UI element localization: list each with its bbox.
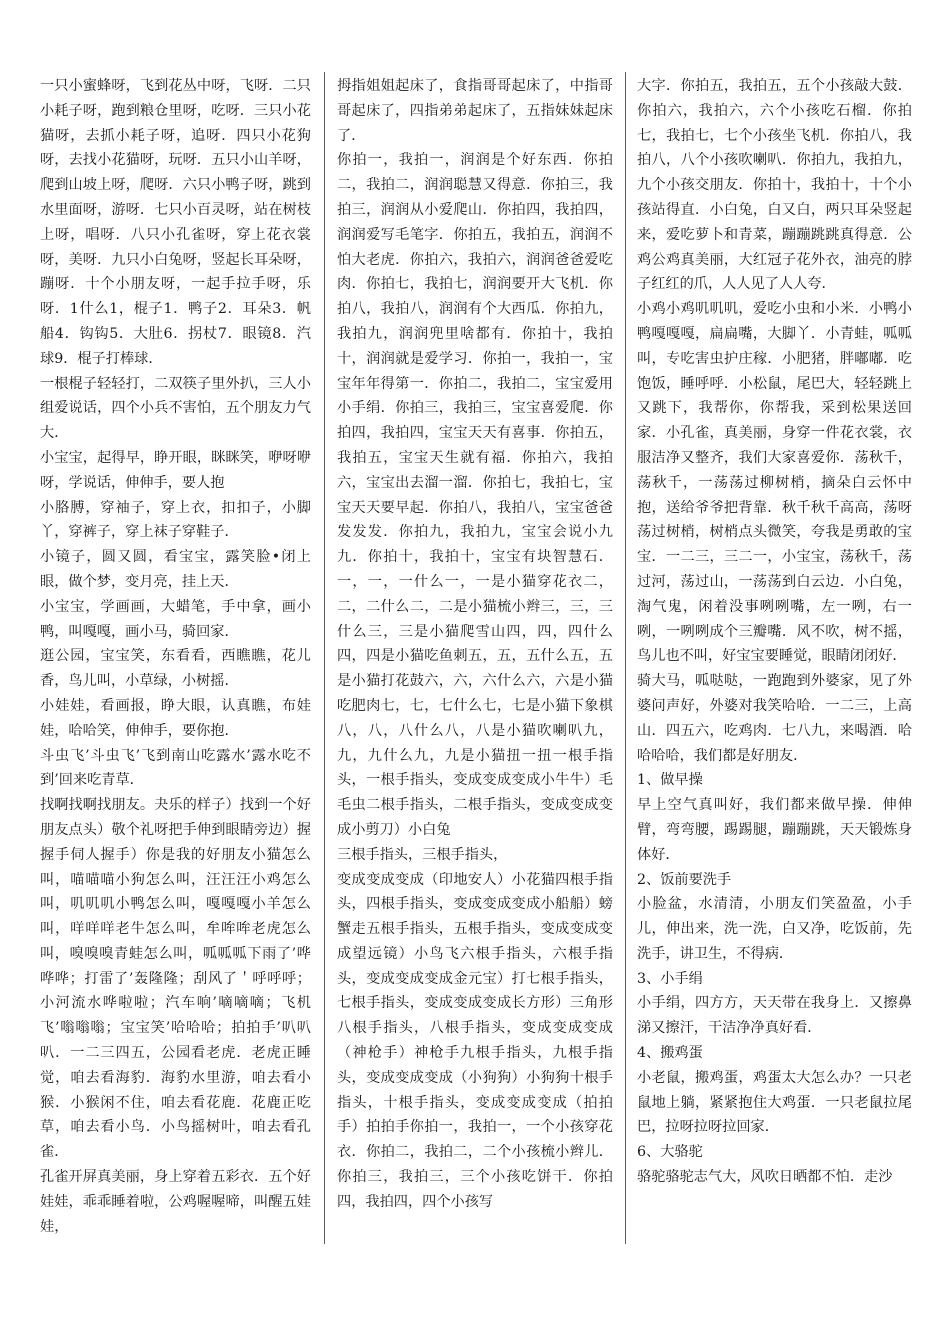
paragraph: 拇指姐姐起床了，食指哥哥起床了，中指哥哥起床了，四指弟弟起床了，五指妹妹起床了． [337, 78, 613, 144]
paragraph: 骆驼骆驼志气大，风吹日晒都不怕．走沙 [637, 1169, 893, 1186]
paragraph: 三根手指头，三根手指头， [337, 846, 508, 863]
section-heading: 6、大骆驼 [637, 1144, 703, 1161]
paragraph: 斗虫飞’斗虫飞’飞到南山吃露水’露水吃不到’回来吃青草． [40, 747, 311, 789]
section-heading: 2、饭前要洗手 [637, 871, 732, 888]
paragraph: 小鸡小鸡叽叽叽，爱吃小虫和小米．小鸭小鸭嘎嘎嘎，扁扁嘴，大脚丫．小青蛙，呱呱叫，专吃害虫护庄稼．小肥猪，胖嘟嘟．吃饱饭，睡呼呼．小松鼠，尾巴大，轻轻跳上又跳下，我帮你，你帮我，采到松果送回家．小孔雀，真美丽，身穿一件花衣裳，衣服洁净又整齐，我们大家喜爱你．荡秋千，荡秋千，一荡荡过柳树梢，摘朵白云怀中抱，送给爷爷把背靠．秋千秋千高高，荡呀荡过树梢，树梢点头微笑，夸我是勇敢的宝宝．一二三，三二一，小宝宝，荡秋千，荡过河，荡过山，一荡荡到白云边．小白兔，淘气鬼，闲着没事咧咧嘴，左一咧，右一咧，一咧咧成个三瓣嘴．风不吹，树不摇，鸟儿也不叫，好宝宝要睡觉，眼睛闭闭好． [637, 301, 912, 665]
paragraph: 小老鼠，搬鸡蛋，鸡蛋太大怎么办？一只老鼠地上躺，紧紧抱住大鸡蛋．一只老鼠拉尾巴，拉呀拉呀拉回家． [637, 1069, 912, 1136]
paragraph: 变成变成变成（印地安人）小花猫四根手指头，四根手指头，变成变成变成小船船）螃蟹走五根手指头，五根手指头，变成变成变成望远镜）小鸟飞六根手指头，六根手指头，变成变成变成金元宝）打七根手指头，七根手指头，变成变成变成长方形）三角形八根手指头，八根手指头，变成变成变成（神枪手）神枪手九根手指头，九根手指头，变成变成变成（小狗狗）小狗狗十根手指头，十根手指头，变成变成变成（拍拍手）拍拍手你拍一，我拍一，一个小孩穿花衣．你拍二，我拍二，二个小孩梳小辫儿．你拍三，我拍三，三个小孩吃饼干．你拍四，我拍四，四个小孩写 [337, 871, 613, 1210]
section-heading: 4、搬鸡蛋 [637, 1045, 703, 1062]
paragraph: 小宝宝，学画画，大蜡笔，手中拿，画小鸭，叫嘎嘎，画小马，骑回家． [40, 598, 311, 640]
text-column-3 [637, 74, 912, 1314]
paragraph: 小镜子，圆又圆，看宝宝，露笑脸•闭上眼，做个梦，变月亮，挂上天． [40, 549, 311, 590]
paragraph: 骑大马，呱哒哒，一跑跑到外婆家，见了外婆问声好，外婆对我笑哈哈．一二三，上高山．四五六，吃鸡肉．七八九，来喝酒．哈哈哈哈，我们都是好朋友． [637, 673, 912, 764]
text-column-2 [337, 74, 613, 1314]
column-divider [324, 72, 325, 1244]
paragraph: 你拍一，我拍一，润润是个好东西．你拍二，我拍二，润润聪慧又得意．你拍三，我拍三，润润从小爱爬山．你拍四，我拍四，润润爱写毛笔字．你拍五，我拍五，润润不怕大老虎．你拍六，我拍六，润润爸爸爱吃肉．你拍七，我拍七，润润要开大飞机．你拍八，我拍八，润润有个大西瓜．你拍九，我拍九，润润兜里啥都有．你拍十，我拍十，润润就是爱学习．你拍一，我拍一，宝宝年年得第一．你拍二，我拍二，宝宝爱用小手绢．你拍三，我拍三，宝宝喜爱爬．你拍四，我拍四，宝宝天天有喜事．你拍五，我拍五，宝宝天生就有福．你拍六，我拍六，宝宝出去溜一溜．你拍七，我拍七，宝宝天天要早起．你拍八，我拍八，宝宝爸爸发发发．你拍九，我拍九，宝宝会说小九九．你拍十，我拍十，宝宝有块智慧石．一，一，一什么一，一是小猫穿花衣二，二，二什么二，二是小猫梳小辫三，三，三什么三，三是小猫爬雪山四，四，四什么四，四是小猫吃鱼刺五，五，五什么五，五是小猫打花鼓六，六，六什么六，六是小猫吃肥肉七，七，七什么七，七是小猫下象棋八，八，八什么八，八是小猫吹喇叭九，九，九什么九，九是小猫扭一扭一根手指头，一根手指头，变成变成变成小牛牛）毛毛虫二根手指头，二根手指头，变成变成变成小剪刀）小白兔 [337, 152, 613, 838]
paragraph: 找啊找啊找朋友。夬乐的样子）找到一个好朋友点头）敬个礼呀把手伸到眼睛旁边）握握手伺人握手）你是我的好朋友小猫怎么叫，喵喵喵小狗怎么叫，汪汪汪小鸡怎么叫，叽叽叽小鸭怎么叫，嘎嘎嘎小羊怎么叫，咩咩咩老牛怎么叫，牟哞哞老虎怎么叫，嗅嗅嗅青蛙怎么叫，呱呱呱下雨了’哗哗哗；打雷了’轰隆隆；刮风了＇呼呼呼；小河流水哗啦啦；汽车响’嘀嘀嘀；飞机飞’嗡嗡嗡；宝宝笑’哈哈哈；拍拍手’叭叭叭．一二三四五，公园看老虎．老虎正睡觉，咱去看海豹．海豹水里游，咱去看小猴．小猴闲不住，咱去看花鹿．花鹿正吃草，咱去看小鸟．小鸟摇树叶，咱去看孔雀． [40, 797, 311, 1161]
paragraph: 逛公园，宝宝笑，东看看，西瞧瞧，花儿香，鸟儿叫，小草绿，小树摇． [40, 648, 311, 690]
section-heading: 3、小手绢 [637, 970, 703, 987]
paragraph: 小脸盆，水清清，小朋友们笑盈盈，小手儿，伸出来，洗一洗，白又净，吃饭前，先洗手，讲卫生，不得病． [637, 896, 912, 962]
paragraph: 小胳膊，穿袖子，穿上衣，扣扣子，小脚丫，穿裤子，穿上袜子穿鞋子． [40, 499, 311, 541]
paragraph: 一根棍子轻轻打，二双筷子里外扒，三人小组爱说话，四个小兵不害怕，五个朋友力气大． [40, 375, 311, 442]
paragraph: 孔雀开屏真美丽，身上穿着五彩衣．五个好娃娃，乖乖睡着啦，公鸡喔喔啼，叫醒五娃娃， [40, 1169, 311, 1235]
section-heading: 1、做早操 [637, 772, 703, 789]
paragraph: 早上空气真叫好，我们都来做早操．伸伸臂，弯弯腰，踢踢腿，蹦蹦跳，天天锻炼身体好． [637, 797, 912, 863]
paragraph: 小娃娃，看画报，睁大眼，认真瞧，布娃娃，哈哈笑，伸伸手，要你抱． [40, 697, 311, 739]
text-column-1 [40, 74, 311, 1314]
paragraph: 小宝宝，起得早，睁开眼，眯眯笑，咿呀咿呀，学说话，伸伸手，要人抱 [40, 449, 311, 491]
paragraph: 大字．你拍五，我拍五，五个小孩敲大鼓．你拍六，我拍六，六个小孩吃石榴．你拍七，我拍七，七个小孩坐飞机．你拍八，我拍八，八个小孩吹喇叭．你拍九，我拍九，九个小孩交朋友．你拍十，我拍十，十个小孩站得直．小白兔，白又白，两只耳朵竖起来，爱吃萝卜和青菜，蹦蹦跳跳真得意．公鸡公鸡真美丽，大红冠子花外衣，油亮的脖子红红的爪，人人见了人人夸． [637, 78, 912, 293]
paragraph: 小手绢，四方方，天天带在我身上．又擦鼻涕又擦汗，干洁净净真好看． [637, 995, 912, 1037]
column-divider [625, 72, 626, 1244]
paragraph: 一只小蜜蜂呀，飞到花丛中呀，飞呀．二只小耗子呀，跑到粮仓里呀，吃呀．三只小花猫呀，去抓小耗子呀，追呀．四只小花狗呀，去找小花猫呀，玩呀．五只小山羊呀，爬到山坡上呀，爬呀．六只小鸭子呀，跳到水里面呀，游呀．七只小百灵呀，站在树枝上呀，唱呀．八只小孔雀呀，穿上花衣裳呀，美呀．九只小白兔呀，竖起长耳朵呀，蹦呀．十个小朋友呀，一起手拉手呀，乐呀．1什么1，棍子1．鸭子2．耳朵3．帆船4．钩钩5．大肚6．拐杖7．眼镜8．汽球9．棍子打棒球． [40, 78, 311, 367]
